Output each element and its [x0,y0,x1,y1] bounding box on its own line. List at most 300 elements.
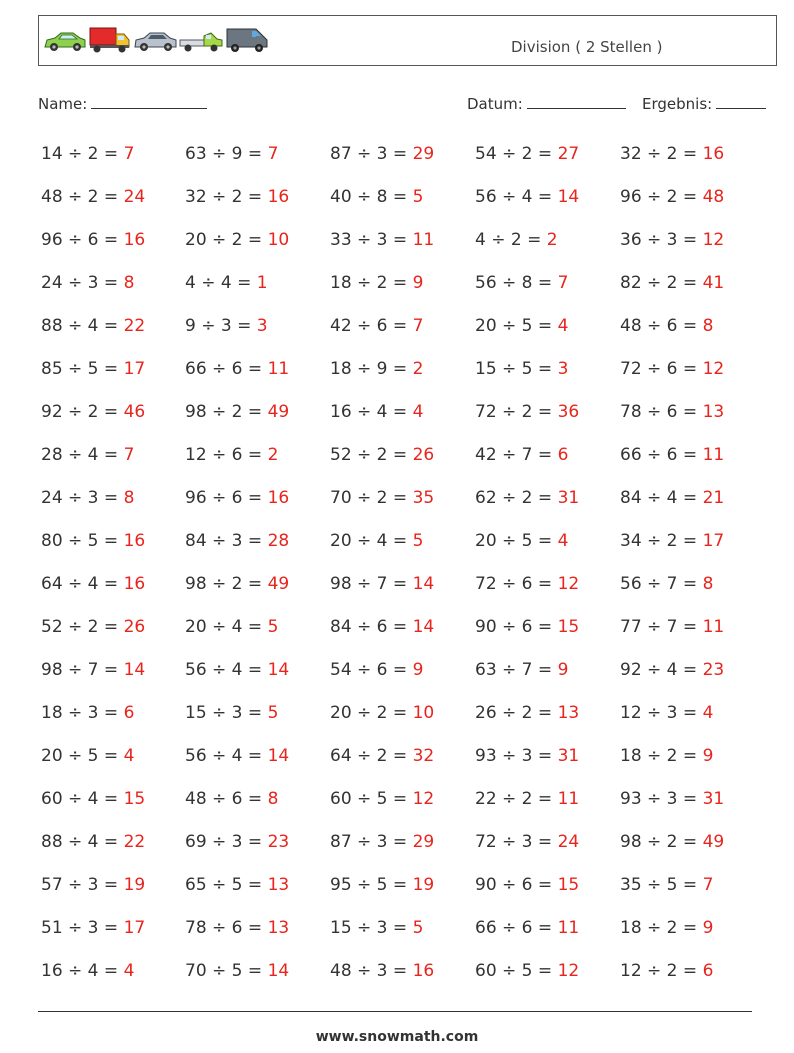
problem-question: 92 ÷ 2 = [41,402,124,422]
problem-question: 9 ÷ 3 = [185,316,257,336]
problem-answer: 5 [412,918,424,938]
problem-item [330,187,423,207]
gray-van-icon [227,29,267,52]
problem-question: 87 ÷ 3 = [330,144,413,164]
problem-item [620,531,724,551]
problem-answer: 49 [267,574,290,594]
problem-item [185,144,278,164]
problem-answer: 29 [412,144,435,164]
problem-item [620,187,724,207]
problem-answer: 14 [557,187,580,207]
problem-answer: 36 [557,402,580,422]
problem-question: 18 ÷ 2 = [330,273,413,293]
problem-item [475,832,579,852]
problem-answer: 16 [123,574,146,594]
problem-answer: 14 [267,660,290,680]
problem-answer: 16 [267,187,290,207]
pickup-truck-icon [180,33,222,52]
problem-answer: 23 [702,660,725,680]
footer-divider [38,1011,752,1012]
problem-item [41,746,134,766]
problem-answer: 13 [267,918,290,938]
problem-question: 52 ÷ 2 = [330,445,413,465]
problem-item [185,445,278,465]
problem-question: 80 ÷ 5 = [41,531,124,551]
problem-question: 70 ÷ 2 = [330,488,413,508]
problem-answer: 13 [702,402,725,422]
name-field [38,94,207,113]
problem-answer: 11 [267,359,290,379]
problem-answer: 6 [702,961,714,981]
problem-answer: 17 [123,918,146,938]
problem-item [185,660,289,680]
problem-answer: 14 [267,961,290,981]
problem-question: 98 ÷ 7 = [330,574,413,594]
problem-question: 82 ÷ 2 = [620,273,703,293]
problem-item [330,660,423,680]
problem-answer: 12 [557,961,580,981]
problem-item [330,789,434,809]
problem-answer: 28 [267,531,290,551]
problem-answer: 11 [702,445,725,465]
problem-answer: 22 [123,316,146,336]
problem-answer: 31 [557,488,580,508]
problem-item [475,402,579,422]
problem-answer: 9 [412,273,424,293]
problem-question: 20 ÷ 4 = [330,531,413,551]
problem-question: 66 ÷ 6 = [475,918,558,938]
problem-answer: 5 [267,703,279,723]
problem-question: 78 ÷ 6 = [185,918,268,938]
problem-item [41,918,145,938]
problem-answer: 4 [123,961,135,981]
problem-question: 56 ÷ 4 = [185,746,268,766]
problem-question: 96 ÷ 2 = [620,187,703,207]
problem-item [620,230,724,250]
problem-item [620,918,713,938]
problem-answer: 2 [267,445,279,465]
problem-answer: 8 [267,789,279,809]
problem-question: 56 ÷ 4 = [475,187,558,207]
problem-question: 60 ÷ 4 = [41,789,124,809]
problem-question: 93 ÷ 3 = [475,746,558,766]
problem-question: 84 ÷ 4 = [620,488,703,508]
problem-answer: 12 [557,574,580,594]
problem-item [475,187,579,207]
problem-item [185,230,289,250]
problem-item [620,445,724,465]
problem-question: 20 ÷ 5 = [475,531,558,551]
problem-item [620,316,713,336]
problem-question: 98 ÷ 2 = [185,574,268,594]
problem-question: 48 ÷ 2 = [41,187,124,207]
problem-answer: 4 [557,316,569,336]
problem-answer: 29 [412,832,435,852]
problem-question: 63 ÷ 7 = [475,660,558,680]
problem-question: 72 ÷ 2 = [475,402,558,422]
problem-answer: 11 [412,230,435,250]
problem-question: 18 ÷ 2 = [620,918,703,938]
problem-question: 15 ÷ 3 = [185,703,268,723]
problem-answer: 27 [557,144,580,164]
problem-question: 77 ÷ 7 = [620,617,703,637]
problem-answer: 23 [267,832,290,852]
problem-item [185,488,289,508]
problem-item [475,316,568,336]
problem-answer: 8 [702,574,714,594]
problem-item [620,703,713,723]
problem-item [41,703,134,723]
problem-answer: 11 [557,918,580,938]
problem-item [185,961,289,981]
problem-item [475,746,579,766]
problem-item [475,789,579,809]
problem-question: 12 ÷ 6 = [185,445,268,465]
red-truck-icon [90,28,129,53]
problem-item [41,574,145,594]
problem-question: 24 ÷ 3 = [41,488,124,508]
problem-item [475,144,579,164]
problem-item [475,660,568,680]
problem-question: 22 ÷ 2 = [475,789,558,809]
problem-item [41,488,134,508]
problem-answer: 11 [557,789,580,809]
problem-item [41,617,145,637]
problem-answer: 8 [123,273,135,293]
problem-answer: 15 [557,617,580,637]
problem-answer: 14 [412,617,435,637]
problem-question: 40 ÷ 8 = [330,187,413,207]
problem-item [185,746,289,766]
problem-question: 93 ÷ 3 = [620,789,703,809]
problem-answer: 4 [123,746,135,766]
problem-item [330,445,434,465]
problem-item [330,531,423,551]
problem-item [41,187,145,207]
problem-question: 4 ÷ 4 = [185,273,257,293]
problem-item [330,574,434,594]
problem-question: 88 ÷ 4 = [41,316,124,336]
problem-question: 56 ÷ 8 = [475,273,558,293]
problem-item [41,316,145,336]
problem-question: 60 ÷ 5 = [475,961,558,981]
problem-item [475,445,568,465]
problem-item [330,832,434,852]
problem-item [475,273,568,293]
problem-question: 98 ÷ 2 = [620,832,703,852]
problem-question: 12 ÷ 2 = [620,961,703,981]
problem-item [330,273,423,293]
problem-answer: 5 [267,617,279,637]
problem-answer: 31 [557,746,580,766]
problem-answer: 16 [412,961,435,981]
problem-question: 42 ÷ 6 = [330,316,413,336]
problem-question: 20 ÷ 2 = [185,230,268,250]
problem-item [620,832,724,852]
problem-answer: 13 [557,703,580,723]
problem-question: 32 ÷ 2 = [185,187,268,207]
problem-answer: 21 [702,488,725,508]
problem-question: 33 ÷ 3 = [330,230,413,250]
problem-item [185,531,289,551]
problem-answer: 5 [412,531,424,551]
problem-question: 12 ÷ 3 = [620,703,703,723]
problem-question: 18 ÷ 2 = [620,746,703,766]
problem-question: 51 ÷ 3 = [41,918,124,938]
problem-item [620,359,724,379]
problem-answer: 7 [123,445,135,465]
problem-answer: 24 [123,187,146,207]
problem-answer: 14 [267,746,290,766]
problem-question: 16 ÷ 4 = [330,402,413,422]
problem-item [185,273,268,293]
problem-answer: 13 [267,875,290,895]
date-blank [527,94,626,109]
problem-item [475,531,568,551]
problem-question: 18 ÷ 3 = [41,703,124,723]
problem-question: 62 ÷ 2 = [475,488,558,508]
problem-question: 84 ÷ 6 = [330,617,413,637]
date-label: Datum: [467,95,523,113]
problem-item [185,703,278,723]
problem-item [41,273,134,293]
problem-answer: 31 [702,789,725,809]
problem-answer: 3 [256,316,268,336]
problem-item [41,230,145,250]
problem-item [475,875,579,895]
problem-answer: 17 [123,359,146,379]
problem-item [330,144,434,164]
result-label: Ergebnis: [642,95,713,113]
problem-item [620,746,713,766]
problem-answer: 5 [412,187,424,207]
problem-question: 14 ÷ 2 = [41,144,124,164]
problem-question: 63 ÷ 9 = [185,144,268,164]
problem-item [185,187,289,207]
problem-item [475,359,568,379]
problem-answer: 12 [702,359,725,379]
problem-item [41,445,134,465]
problem-question: 92 ÷ 4 = [620,660,703,680]
problem-answer: 9 [412,660,424,680]
worksheet-title: Division ( 2 Stellen ) [511,38,663,56]
problem-question: 18 ÷ 9 = [330,359,413,379]
problem-answer: 15 [557,875,580,895]
problem-item [620,273,724,293]
problem-question: 84 ÷ 3 = [185,531,268,551]
problem-item [475,918,579,938]
problem-answer: 12 [412,789,435,809]
problem-question: 48 ÷ 6 = [620,316,703,336]
problem-answer: 22 [123,832,146,852]
problem-question: 96 ÷ 6 = [41,230,124,250]
problem-answer: 7 [557,273,569,293]
problem-answer: 3 [557,359,569,379]
problem-item [330,617,434,637]
problem-item [620,574,713,594]
problem-question: 72 ÷ 6 = [475,574,558,594]
problem-item [41,961,134,981]
problem-question: 34 ÷ 2 = [620,531,703,551]
problem-answer: 16 [123,230,146,250]
problem-answer: 19 [412,875,435,895]
problem-item [185,832,289,852]
problem-answer: 4 [557,531,569,551]
problem-answer: 7 [702,875,714,895]
problem-item [475,574,579,594]
problem-answer: 46 [123,402,146,422]
problem-question: 54 ÷ 2 = [475,144,558,164]
problem-item [475,230,558,250]
problem-item [620,660,724,680]
problem-question: 32 ÷ 2 = [620,144,703,164]
problem-question: 26 ÷ 2 = [475,703,558,723]
problem-item [620,789,724,809]
problem-question: 85 ÷ 5 = [41,359,124,379]
problem-item [330,230,434,250]
problem-item [620,402,724,422]
problem-answer: 10 [267,230,290,250]
problem-question: 87 ÷ 3 = [330,832,413,852]
header-box [38,15,777,66]
problem-item [620,875,713,895]
problem-question: 66 ÷ 6 = [185,359,268,379]
problem-question: 16 ÷ 4 = [41,961,124,981]
problem-question: 98 ÷ 7 = [41,660,124,680]
problem-question: 48 ÷ 6 = [185,789,268,809]
problem-answer: 7 [267,144,279,164]
problem-item [185,875,289,895]
problem-question: 20 ÷ 5 = [41,746,124,766]
problem-answer: 8 [702,316,714,336]
problem-question: 65 ÷ 5 = [185,875,268,895]
problem-question: 42 ÷ 7 = [475,445,558,465]
problem-item [41,660,145,680]
problem-question: 90 ÷ 6 = [475,875,558,895]
problem-answer: 14 [412,574,435,594]
problem-item [41,144,134,164]
date-field [467,94,626,113]
problem-answer: 2 [546,230,558,250]
problem-question: 56 ÷ 7 = [620,574,703,594]
problem-answer: 7 [123,144,135,164]
problem-question: 54 ÷ 6 = [330,660,413,680]
problem-question: 98 ÷ 2 = [185,402,268,422]
problem-question: 69 ÷ 3 = [185,832,268,852]
problem-answer: 6 [557,445,569,465]
footer-url: www.snowmath.com [315,1029,479,1045]
problem-answer: 9 [702,918,714,938]
problem-question: 96 ÷ 6 = [185,488,268,508]
problem-item [185,918,289,938]
problem-item [41,359,145,379]
vehicle-icons [43,25,268,55]
problem-answer: 4 [702,703,714,723]
problem-question: 4 ÷ 2 = [475,230,547,250]
problem-item [185,574,289,594]
problem-answer: 9 [702,746,714,766]
problem-item [41,832,145,852]
problem-question: 90 ÷ 6 = [475,617,558,637]
result-field [642,94,766,113]
problem-item [41,402,145,422]
problem-question: 72 ÷ 6 = [620,359,703,379]
problem-item [330,918,423,938]
problem-question: 15 ÷ 3 = [330,918,413,938]
problem-item [620,617,724,637]
problem-answer: 49 [702,832,725,852]
problem-question: 20 ÷ 2 = [330,703,413,723]
gray-car-icon [135,33,176,51]
problem-question: 70 ÷ 5 = [185,961,268,981]
problem-item [185,359,289,379]
problem-question: 20 ÷ 4 = [185,617,268,637]
problem-item [330,703,434,723]
problem-answer: 12 [702,230,725,250]
problem-question: 15 ÷ 5 = [475,359,558,379]
problem-item [41,875,145,895]
problem-question: 60 ÷ 5 = [330,789,413,809]
problem-answer: 24 [557,832,580,852]
problem-answer: 9 [557,660,569,680]
problem-item [475,488,579,508]
problem-item [330,359,423,379]
problem-item [620,961,713,981]
problem-answer: 10 [412,703,435,723]
problem-item [620,144,724,164]
problem-answer: 16 [702,144,725,164]
problem-question: 57 ÷ 3 = [41,875,124,895]
problem-question: 95 ÷ 5 = [330,875,413,895]
problem-question: 72 ÷ 3 = [475,832,558,852]
problem-answer: 1 [256,273,268,293]
problem-answer: 41 [702,273,725,293]
problem-answer: 8 [123,488,135,508]
problem-question: 52 ÷ 2 = [41,617,124,637]
problem-question: 24 ÷ 3 = [41,273,124,293]
problem-answer: 7 [412,316,424,336]
problem-question: 28 ÷ 4 = [41,445,124,465]
problem-answer: 19 [123,875,146,895]
problem-question: 64 ÷ 4 = [41,574,124,594]
problem-answer: 26 [123,617,146,637]
result-blank [716,94,766,109]
vehicle-icons-svg [43,25,268,55]
problem-item [330,746,434,766]
problem-item [185,402,289,422]
problem-question: 66 ÷ 6 = [620,445,703,465]
problem-answer: 17 [702,531,725,551]
problem-item [620,488,724,508]
problem-item [185,789,278,809]
problem-question: 20 ÷ 5 = [475,316,558,336]
problem-answer: 2 [412,359,424,379]
problem-item [41,789,145,809]
problem-question: 36 ÷ 3 = [620,230,703,250]
problem-answer: 48 [702,187,725,207]
problem-item [330,961,434,981]
problem-item [475,961,579,981]
problem-item [41,531,145,551]
problem-answer: 49 [267,402,290,422]
problem-item [185,316,268,336]
problem-answer: 16 [123,531,146,551]
problem-answer: 14 [123,660,146,680]
problem-question: 35 ÷ 5 = [620,875,703,895]
problem-item [330,316,423,336]
name-label: Name: [38,95,88,113]
problem-question: 48 ÷ 3 = [330,961,413,981]
